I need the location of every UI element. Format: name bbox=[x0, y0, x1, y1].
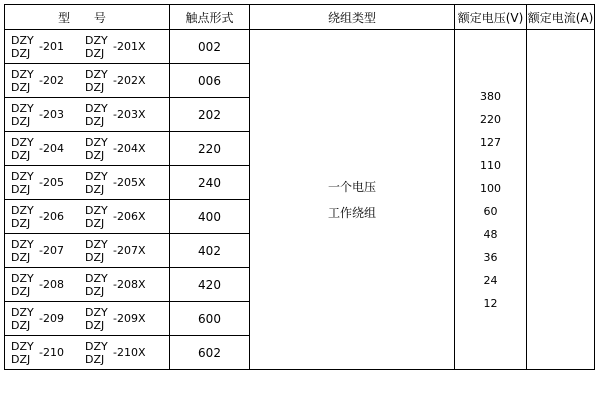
contact-form-cell: 402 bbox=[170, 234, 250, 268]
model-variant-a bbox=[11, 306, 85, 332]
model-prefix-top: DZY bbox=[85, 101, 108, 115]
voltage-value: 12 bbox=[483, 296, 498, 310]
model-prefix-bottom: DZJ bbox=[85, 182, 105, 196]
model-variant-a bbox=[11, 34, 85, 60]
model-prefix-top: DZY bbox=[85, 305, 108, 319]
model-variant-b bbox=[85, 340, 159, 366]
model-suffix: -205 bbox=[39, 176, 64, 189]
contact-form-cell: 240 bbox=[170, 166, 250, 200]
header-rated-voltage: 额定电压(V) bbox=[455, 5, 527, 30]
contact-form-cell: 420 bbox=[170, 268, 250, 302]
model-prefix-bottom: DZJ bbox=[85, 318, 105, 332]
model-cell bbox=[5, 234, 170, 268]
model-prefix-top: DZY bbox=[11, 33, 34, 47]
model-cell bbox=[5, 268, 170, 302]
model-prefix-bottom: DZJ bbox=[11, 80, 31, 94]
model-prefix-top: DZY bbox=[11, 67, 34, 81]
model-suffix: -204X bbox=[113, 142, 146, 155]
model-variant-a bbox=[11, 136, 85, 162]
model-suffix: -204 bbox=[39, 142, 64, 155]
model-prefix-bottom: DZJ bbox=[85, 80, 105, 94]
model-variant-a bbox=[11, 340, 85, 366]
header-row bbox=[5, 5, 595, 30]
contact-form-cell: 220 bbox=[170, 132, 250, 166]
model-prefix-bottom: DZJ bbox=[11, 352, 31, 366]
contact-form-cell: 400 bbox=[170, 200, 250, 234]
model-variant-a bbox=[11, 170, 85, 196]
voltage-value: 100 bbox=[480, 181, 501, 195]
voltage-value: 36 bbox=[483, 250, 498, 264]
model-cell bbox=[5, 336, 170, 370]
voltage-value: 24 bbox=[483, 273, 498, 287]
model-prefix-top: DZY bbox=[11, 339, 34, 353]
model-cell bbox=[5, 302, 170, 336]
model-prefix-bottom: DZJ bbox=[85, 352, 105, 366]
model-prefix-bottom: DZJ bbox=[11, 182, 31, 196]
model-prefix-top: DZY bbox=[85, 203, 108, 217]
model-variant-a bbox=[11, 68, 85, 94]
header-coil-type: 绕组类型 bbox=[250, 5, 455, 30]
model-prefix-top: DZY bbox=[85, 169, 108, 183]
coil-type-line2: 工作绕组 bbox=[327, 205, 376, 220]
model-prefix-bottom: DZJ bbox=[11, 216, 31, 230]
header-model: 型 号 bbox=[5, 5, 170, 30]
contact-form-cell: 602 bbox=[170, 336, 250, 370]
header-contact-form: 触点形式 bbox=[170, 5, 250, 30]
model-prefix-bottom: DZJ bbox=[11, 148, 31, 162]
model-prefix-bottom: DZJ bbox=[11, 46, 31, 60]
model-suffix: -202X bbox=[113, 74, 146, 87]
rated-voltage-cell bbox=[455, 30, 527, 370]
model-variant-a bbox=[11, 238, 85, 264]
model-suffix: -205X bbox=[113, 176, 146, 189]
model-cell bbox=[5, 132, 170, 166]
model-variant-b bbox=[85, 102, 159, 128]
header-rated-current: 额定电流(A) bbox=[527, 5, 595, 30]
contact-form-cell: 600 bbox=[170, 302, 250, 336]
model-prefix-top: DZY bbox=[11, 237, 34, 251]
model-variant-a bbox=[11, 204, 85, 230]
table-header bbox=[5, 5, 595, 30]
model-prefix-top: DZY bbox=[11, 203, 34, 217]
model-variant-b bbox=[85, 170, 159, 196]
model-prefix-bottom: DZJ bbox=[11, 114, 31, 128]
model-prefix-top: DZY bbox=[11, 271, 34, 285]
model-suffix: -201 bbox=[39, 40, 64, 53]
rated-current-cell bbox=[527, 30, 595, 370]
table-row bbox=[5, 30, 595, 64]
coil-type-cell bbox=[250, 30, 455, 370]
table-body bbox=[5, 30, 595, 370]
model-suffix: -207 bbox=[39, 244, 64, 257]
contact-form-cell: 202 bbox=[170, 98, 250, 132]
model-suffix: -203X bbox=[113, 108, 146, 121]
model-variant-a bbox=[11, 272, 85, 298]
model-variant-b bbox=[85, 306, 159, 332]
model-prefix-top: DZY bbox=[11, 305, 34, 319]
model-cell bbox=[5, 98, 170, 132]
model-variant-b bbox=[85, 238, 159, 264]
model-prefix-bottom: DZJ bbox=[11, 284, 31, 298]
model-prefix-bottom: DZJ bbox=[85, 284, 105, 298]
model-suffix: -210X bbox=[113, 346, 146, 359]
model-prefix-top: DZY bbox=[85, 67, 108, 81]
voltage-value: 220 bbox=[480, 112, 501, 126]
relay-spec-table bbox=[4, 4, 595, 370]
model-suffix: -202 bbox=[39, 74, 64, 87]
model-suffix: -208X bbox=[113, 278, 146, 291]
model-prefix-top: DZY bbox=[85, 135, 108, 149]
model-suffix: -209 bbox=[39, 312, 64, 325]
model-suffix: -206 bbox=[39, 210, 64, 223]
model-variant-b bbox=[85, 34, 159, 60]
model-variant-b bbox=[85, 272, 159, 298]
model-variant-b bbox=[85, 204, 159, 230]
model-suffix: -206X bbox=[113, 210, 146, 223]
model-cell bbox=[5, 64, 170, 98]
model-prefix-bottom: DZJ bbox=[85, 216, 105, 230]
model-suffix: -203 bbox=[39, 108, 64, 121]
model-prefix-bottom: DZJ bbox=[85, 148, 105, 162]
contact-form-cell: 006 bbox=[170, 64, 250, 98]
model-prefix-top: DZY bbox=[85, 339, 108, 353]
model-prefix-top: DZY bbox=[85, 271, 108, 285]
contact-form-cell: 002 bbox=[170, 30, 250, 64]
model-prefix-bottom: DZJ bbox=[85, 114, 105, 128]
model-variant-a bbox=[11, 102, 85, 128]
model-prefix-top: DZY bbox=[11, 101, 34, 115]
model-suffix: -207X bbox=[113, 244, 146, 257]
model-variant-b bbox=[85, 136, 159, 162]
model-suffix: -201X bbox=[113, 40, 146, 53]
model-prefix-top: DZY bbox=[85, 237, 108, 251]
model-cell bbox=[5, 166, 170, 200]
voltage-value: 110 bbox=[480, 158, 501, 172]
model-cell bbox=[5, 200, 170, 234]
model-prefix-bottom: DZJ bbox=[85, 250, 105, 264]
model-variant-b bbox=[85, 68, 159, 94]
voltage-value: 127 bbox=[480, 135, 501, 149]
model-suffix: -209X bbox=[113, 312, 146, 325]
model-cell bbox=[5, 30, 170, 64]
model-suffix: -210 bbox=[39, 346, 64, 359]
voltage-value: 60 bbox=[483, 204, 498, 218]
model-suffix: -208 bbox=[39, 278, 64, 291]
model-prefix-top: DZY bbox=[11, 135, 34, 149]
model-prefix-top: DZY bbox=[11, 169, 34, 183]
spec-table-page bbox=[0, 4, 600, 404]
model-prefix-top: DZY bbox=[85, 33, 108, 47]
model-prefix-bottom: DZJ bbox=[11, 318, 31, 332]
voltage-value: 380 bbox=[480, 89, 501, 103]
voltage-value: 48 bbox=[483, 227, 498, 241]
model-prefix-bottom: DZJ bbox=[85, 46, 105, 60]
model-prefix-bottom: DZJ bbox=[11, 250, 31, 264]
coil-type-line1: 一个电压 bbox=[327, 179, 376, 194]
